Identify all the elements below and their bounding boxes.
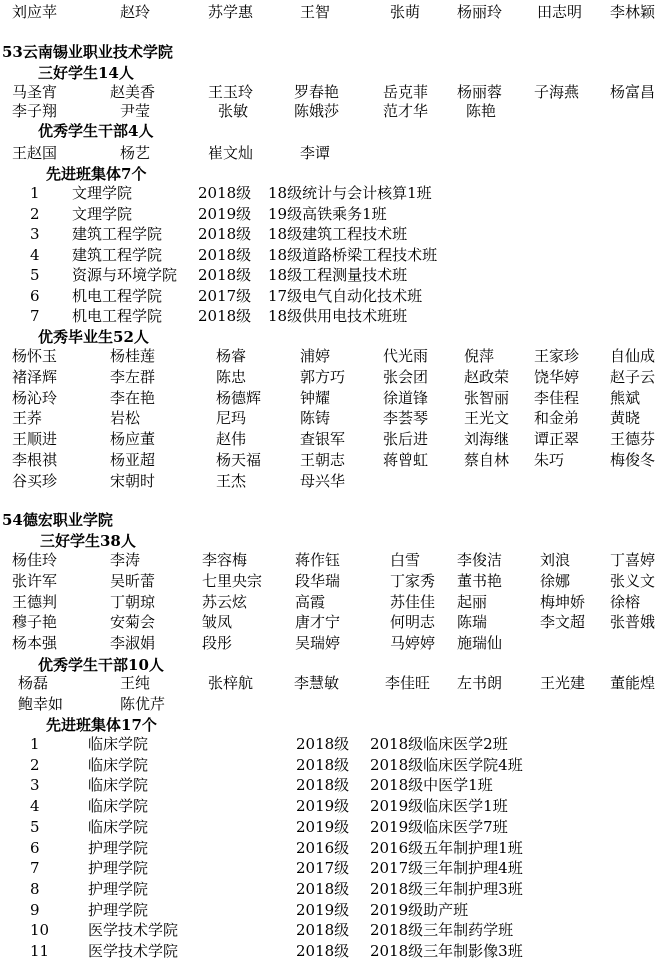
row-number: 4 <box>30 797 40 816</box>
student-name: 倪萍 <box>464 347 495 365</box>
student-name: 陈艳 <box>466 102 497 120</box>
student-name: 张智丽 <box>464 388 510 407</box>
group-heading: 先进班集体17个 <box>46 716 157 734</box>
college-name: 临床学院 <box>88 776 149 795</box>
class-name: 18级建筑工程技术班 <box>268 225 408 243</box>
grade-year: 2019级 <box>198 204 252 223</box>
student-name: 王纯 <box>120 674 151 692</box>
student-name: 何明志 <box>390 613 436 632</box>
class-row <box>0 224 657 245</box>
name-row <box>0 388 657 409</box>
name-row <box>0 550 657 571</box>
student-name: 李在艳 <box>110 388 156 407</box>
student-name: 熊斌 <box>610 388 641 407</box>
student-name: 杨沁玲 <box>12 388 58 407</box>
college-name: 建筑工程学院 <box>72 225 163 243</box>
name-row <box>0 408 657 429</box>
student-name: 李左群 <box>110 367 156 386</box>
row-number: 3 <box>30 776 40 795</box>
student-name: 段华瑞 <box>295 571 341 590</box>
class-name: 2017级三年制护理4班 <box>370 859 523 878</box>
student-name: 赵玲 <box>120 3 151 21</box>
class-row <box>0 734 657 755</box>
name-row <box>0 633 657 654</box>
student-name: 马圣宵 <box>12 83 58 101</box>
student-name: 杨磊 <box>18 674 49 692</box>
college-name: 临床学院 <box>88 735 149 753</box>
class-row <box>0 920 657 941</box>
class-name: 2019级临床医学1班 <box>370 797 508 816</box>
college-name: 临床学院 <box>88 755 149 774</box>
grade-year: 2018级 <box>198 245 252 264</box>
name-row <box>0 2 657 23</box>
college-name: 建筑工程学院 <box>72 245 163 264</box>
student-name: 陈娥莎 <box>294 102 340 120</box>
class-name: 18级工程测量技术班 <box>268 266 408 284</box>
student-name: 陈优芹 <box>120 695 166 713</box>
student-name: 李慧敏 <box>294 674 340 692</box>
name-row <box>0 429 657 450</box>
student-name: 徐榕 <box>610 592 641 611</box>
student-name: 范才华 <box>383 102 429 120</box>
grade-year: 2019级 <box>296 900 350 919</box>
college-name: 医学技术学院 <box>88 942 179 960</box>
student-name: 赵美香 <box>110 83 156 101</box>
student-name: 谷买珍 <box>12 471 58 490</box>
student-name: 岩松 <box>110 409 141 428</box>
class-row <box>0 900 657 921</box>
college-name: 护理学院 <box>88 879 149 898</box>
class-row <box>0 265 657 286</box>
class-row <box>0 858 657 879</box>
student-name: 王德芬 <box>610 430 656 449</box>
student-name: 李淑娟 <box>110 634 156 653</box>
name-row <box>0 694 657 715</box>
college-name: 临床学院 <box>88 797 149 816</box>
row-number: 5 <box>30 817 40 836</box>
student-name: 田志明 <box>537 3 583 21</box>
student-name: 陈铸 <box>300 409 331 428</box>
student-name: 郭方巧 <box>300 367 346 386</box>
student-name: 李谭 <box>300 144 331 162</box>
class-name: 18级道路桥梁工程技术班 <box>268 245 438 264</box>
student-name: 王光建 <box>540 674 586 692</box>
class-row <box>0 306 657 327</box>
name-row <box>0 367 657 388</box>
student-name: 浦婷 <box>300 347 331 365</box>
student-name: 王杰 <box>216 471 247 490</box>
student-name: 陈忠 <box>216 367 247 386</box>
student-name: 李文超 <box>540 613 586 632</box>
student-name: 董书艳 <box>457 571 503 590</box>
student-name: 张萌 <box>390 3 421 21</box>
student-name: 蔡自林 <box>464 451 510 469</box>
name-row <box>0 612 657 633</box>
college-name: 机电工程学院 <box>72 307 163 325</box>
group-heading: 三好学生38人 <box>40 532 136 550</box>
student-name: 李根祺 <box>12 451 58 469</box>
grade-year: 2018级 <box>296 921 350 940</box>
student-name: 蒋作钰 <box>295 551 341 569</box>
student-name: 丁家秀 <box>390 571 436 590</box>
student-name: 徐娜 <box>540 571 571 590</box>
student-name: 左书朗 <box>457 674 503 692</box>
student-name: 杨德辉 <box>216 388 262 407</box>
class-name: 2019级临床医学7班 <box>370 817 508 836</box>
student-name: 母兴华 <box>300 471 346 490</box>
student-name: 代光雨 <box>383 347 429 365</box>
student-name: 张会团 <box>383 367 429 386</box>
row-number: 6 <box>30 838 40 857</box>
student-name: 徐道锋 <box>383 388 429 407</box>
row-number: 7 <box>30 307 40 325</box>
student-name: 子海燕 <box>534 83 580 101</box>
name-row <box>0 101 657 122</box>
student-name: 杨富昌 <box>610 83 656 101</box>
grade-year: 2019级 <box>296 817 350 836</box>
student-name: 杨艺 <box>120 144 151 162</box>
group-heading: 优秀毕业生52人 <box>38 328 149 346</box>
student-name: 杨亚超 <box>110 451 156 469</box>
name-row <box>0 592 657 613</box>
student-name: 刘应苹 <box>12 3 58 21</box>
student-name: 黄晓 <box>610 409 641 428</box>
group-heading: 优秀学生干部4人 <box>38 122 154 140</box>
student-name: 岳克菲 <box>383 83 429 101</box>
student-name: 王赵国 <box>12 144 58 162</box>
student-name: 梅俊冬 <box>610 451 656 469</box>
student-name: 自仙成 <box>610 347 656 365</box>
class-row <box>0 941 657 962</box>
row-number: 8 <box>30 879 40 898</box>
grade-year: 2019级 <box>296 797 350 816</box>
student-name: 刘海继 <box>464 430 510 449</box>
class-name: 19级高铁乘务1班 <box>268 204 387 223</box>
student-name: 张普娥 <box>610 613 656 632</box>
student-name: 赵政荣 <box>464 367 510 386</box>
student-name: 丁喜婷 <box>610 551 656 569</box>
student-name: 饶华婷 <box>534 367 580 386</box>
row-number: 9 <box>30 900 40 919</box>
class-name: 2016级五年制护理1班 <box>370 838 523 857</box>
class-name: 2018级三年制护理3班 <box>370 879 523 898</box>
student-name: 和金弟 <box>534 409 580 428</box>
grade-year: 2018级 <box>296 942 350 960</box>
student-name: 马婷婷 <box>390 634 436 653</box>
class-row <box>0 755 657 776</box>
student-name: 白雪 <box>390 551 421 569</box>
student-name: 杨怀玉 <box>12 347 58 365</box>
student-name: 杨本强 <box>12 634 58 653</box>
class-row <box>0 879 657 900</box>
grade-year: 2018级 <box>198 307 252 325</box>
student-name: 杨睿 <box>216 347 247 365</box>
student-name: 查银军 <box>300 430 346 449</box>
group-heading: 优秀学生干部10人 <box>38 656 164 674</box>
student-name: 王德判 <box>12 592 58 611</box>
student-name: 七里央宗 <box>202 571 263 590</box>
student-name: 王顺进 <box>12 430 58 449</box>
student-name: 李佳程 <box>534 388 580 407</box>
student-name: 安菊会 <box>110 613 156 632</box>
grade-year: 2017级 <box>296 859 350 878</box>
class-row <box>0 775 657 796</box>
class-row <box>0 245 657 266</box>
student-name: 罗春艳 <box>294 83 340 101</box>
student-name: 赵伟 <box>216 430 247 449</box>
college-name: 医学技术学院 <box>88 921 179 940</box>
class-name: 18级统计与会计核算1班 <box>268 184 432 202</box>
student-name: 刘浪 <box>540 551 571 569</box>
name-row <box>0 471 657 492</box>
class-row <box>0 796 657 817</box>
row-number: 3 <box>30 225 40 243</box>
student-name: 王家珍 <box>534 347 580 365</box>
group-heading: 三好学生14人 <box>38 64 134 82</box>
student-name: 起丽 <box>457 592 488 611</box>
class-name: 2018级三年制影像3班 <box>370 942 523 960</box>
college-name: 文理学院 <box>72 204 133 223</box>
student-name: 李俊洁 <box>457 551 503 569</box>
student-name: 李佳旺 <box>385 674 431 692</box>
grade-year: 2016级 <box>296 838 350 857</box>
class-row <box>0 204 657 225</box>
student-name: 杨丽蓉 <box>457 83 503 101</box>
student-name: 赵子云 <box>610 367 656 386</box>
student-name: 张后进 <box>383 430 429 449</box>
student-name: 王光文 <box>464 409 510 428</box>
student-name: 尼玛 <box>216 409 247 428</box>
student-name: 谭正翠 <box>534 430 580 449</box>
student-name: 吴昕蕾 <box>110 571 156 590</box>
student-name: 李容梅 <box>202 551 248 569</box>
college-name: 机电工程学院 <box>72 286 163 305</box>
name-row <box>0 82 657 103</box>
student-name: 苏云炫 <box>202 592 248 611</box>
school-title: 54德宏职业学院 <box>2 511 113 529</box>
student-name: 鲍幸如 <box>18 695 64 713</box>
student-name: 杨丽玲 <box>457 3 503 21</box>
row-number: 2 <box>30 204 40 223</box>
student-name: 杨应董 <box>110 430 156 449</box>
student-name: 蒋曾虹 <box>383 451 429 469</box>
student-name: 施瑞仙 <box>457 634 503 653</box>
student-name: 杨佳玲 <box>12 551 58 569</box>
grade-year: 2018级 <box>198 225 252 243</box>
college-name: 资源与环境学院 <box>72 266 178 284</box>
class-name: 2018级临床医学院4班 <box>370 755 523 774</box>
class-row <box>0 286 657 307</box>
student-name: 张义文 <box>610 571 656 590</box>
student-name: 高霞 <box>295 592 326 611</box>
student-name: 陈瑞 <box>457 613 488 632</box>
student-name: 褚泽辉 <box>12 367 58 386</box>
grade-year: 2018级 <box>296 735 350 753</box>
class-row <box>0 817 657 838</box>
student-name: 唐才宁 <box>295 613 341 632</box>
group-heading: 先进班集体7个 <box>46 165 147 183</box>
student-name: 吴瑞婷 <box>295 634 341 653</box>
student-name: 苏佳佳 <box>390 592 436 611</box>
student-name: 张梓航 <box>208 674 254 692</box>
row-number: 1 <box>30 735 40 753</box>
college-name: 护理学院 <box>88 838 149 857</box>
student-name: 董能煌 <box>610 674 656 692</box>
row-number: 11 <box>30 942 50 960</box>
name-row <box>0 571 657 592</box>
grade-year: 2017级 <box>198 286 252 305</box>
student-name: 钟耀 <box>300 388 331 407</box>
row-number: 6 <box>30 286 40 305</box>
student-name: 杨天福 <box>216 451 262 469</box>
name-row <box>0 143 657 164</box>
college-name: 护理学院 <box>88 859 149 878</box>
grade-year: 2018级 <box>198 184 252 202</box>
student-name: 苏学惠 <box>208 3 254 21</box>
student-name: 梅坤娇 <box>540 592 586 611</box>
student-name: 丁朝琼 <box>110 592 156 611</box>
class-row <box>0 838 657 859</box>
row-number: 4 <box>30 245 40 264</box>
student-name: 王荞 <box>12 409 43 428</box>
student-name: 宋朝时 <box>110 471 156 490</box>
student-name: 段彤 <box>202 634 233 653</box>
class-name: 2018级临床医学2班 <box>370 735 508 753</box>
student-name: 李荟琴 <box>383 409 429 428</box>
student-name: 皱凤 <box>202 613 233 632</box>
grade-year: 2018级 <box>296 755 350 774</box>
row-number: 7 <box>30 859 40 878</box>
row-number: 10 <box>30 921 50 940</box>
row-number: 1 <box>30 184 40 202</box>
name-row <box>0 346 657 367</box>
student-name: 朱巧 <box>534 451 565 469</box>
class-name: 17级电气自动化技术班 <box>268 286 423 305</box>
class-row <box>0 183 657 204</box>
row-number: 2 <box>30 755 40 774</box>
name-row <box>0 673 657 694</box>
student-name: 杨桂莲 <box>110 347 156 365</box>
student-name: 崔文灿 <box>208 144 254 162</box>
class-name: 2019级助产班 <box>370 900 469 919</box>
student-name: 尹莹 <box>120 102 151 120</box>
grade-year: 2018级 <box>198 266 252 284</box>
student-name: 李林颖 <box>610 3 656 21</box>
college-name: 护理学院 <box>88 900 149 919</box>
student-name: 王智 <box>300 3 331 21</box>
college-name: 临床学院 <box>88 817 149 836</box>
class-name: 18级供用电技术班班 <box>268 307 408 325</box>
row-number: 5 <box>30 266 40 284</box>
school-title: 53云南锡业职业技术学院 <box>2 43 173 61</box>
college-name: 文理学院 <box>72 184 133 202</box>
student-name: 王朝志 <box>300 451 346 469</box>
class-name: 2018级中医学1班 <box>370 776 493 795</box>
student-name: 张许军 <box>12 571 58 590</box>
class-name: 2018级三年制药学班 <box>370 921 514 940</box>
student-name: 李涛 <box>110 551 141 569</box>
grade-year: 2018级 <box>296 879 350 898</box>
student-name: 张敏 <box>218 102 249 120</box>
student-name: 穆子艳 <box>12 613 58 632</box>
student-name: 李子翔 <box>12 102 58 120</box>
student-name: 王玉玲 <box>208 83 254 101</box>
name-row <box>0 450 657 471</box>
grade-year: 2018级 <box>296 776 350 795</box>
